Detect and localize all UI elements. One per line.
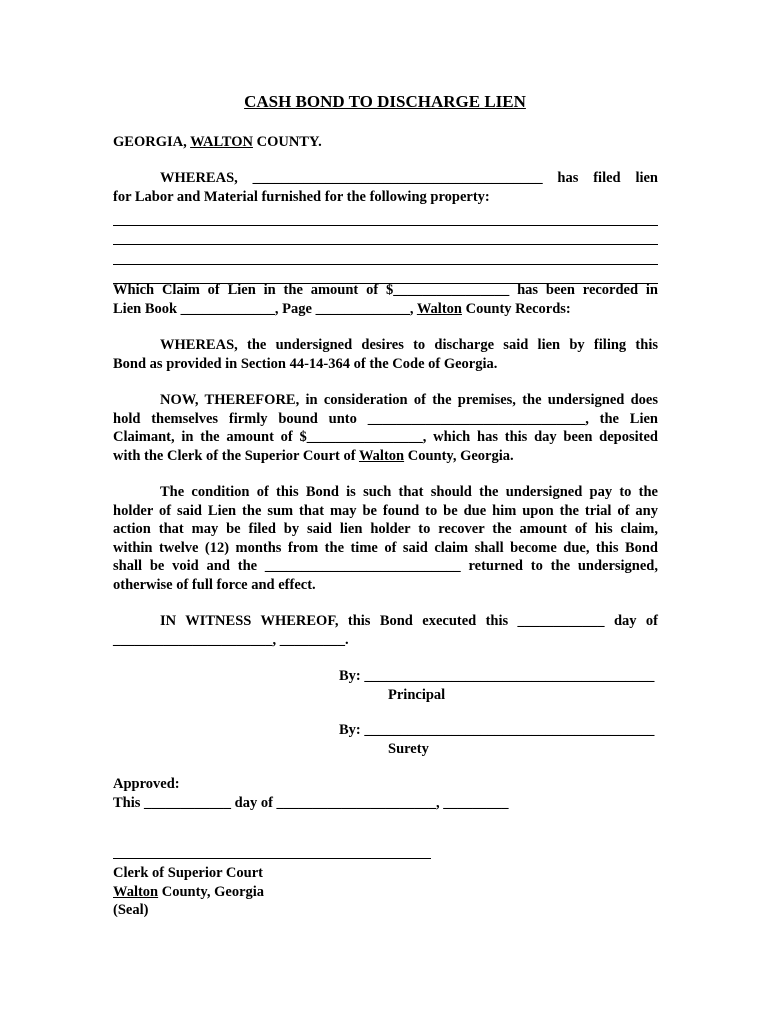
paragraph-line (113, 447, 658, 466)
clerk-text: with the Clerk of the Superior Court of (113, 447, 356, 464)
surety-label: Surety (388, 740, 429, 757)
paragraph-claim-amount (113, 281, 658, 318)
county-name: Walton (113, 883, 159, 900)
paragraph-line (113, 300, 658, 319)
paragraph-whereas-lien (113, 169, 658, 284)
county-georgia-text: County, Georgia. (407, 447, 514, 464)
county-name: Walton (416, 300, 462, 317)
approved-date-line: This ____________ day of ______________________, _________ (113, 794, 509, 811)
county-name: Walton (358, 447, 405, 464)
paragraph-witness (113, 612, 658, 649)
venue-line (113, 133, 658, 152)
paragraph-now-therefore (113, 391, 658, 465)
paragraph-line: WHEREAS, the undersigned desires to discharge said lien by filing this (160, 337, 658, 353)
surety-signature-line: By: ________________________________________ (339, 722, 655, 738)
principal-signature-block (339, 667, 659, 704)
paragraph-line: within twelve (12) months from the time of said claim shall become due, this Bond (113, 539, 658, 556)
paragraph-line: hold themselves firmly bound unto ______________________________, the Lien (113, 410, 658, 427)
paragraph-line: holder of said Lien the sum that may be found to be due him upon the trial of any (113, 502, 658, 519)
paragraph-line: The condition of this Bond is such that should the undersigned pay to the (160, 484, 658, 500)
paragraph-line: Which Claim of Lien in the amount of $________________ has been recorded in (113, 282, 658, 298)
paragraph-line: WHEREAS, ________________________________________ has filed lien (160, 170, 658, 186)
clerk-county-line (113, 883, 658, 902)
paragraph-line: otherwise of full force and effect. (113, 576, 316, 593)
clerk-block (113, 864, 658, 920)
principal-signature-line: By: ________________________________________ (339, 668, 655, 684)
paragraph-line: action that may be filed by said lien holder to recover the amount of his claim, (113, 521, 658, 537)
approved-label: Approved: (113, 776, 180, 792)
paragraph-line: ______________________, _________. (113, 631, 349, 648)
clerk-title: Clerk of Superior Court (113, 865, 263, 881)
property-blank-line (113, 244, 658, 245)
county-records-text: County Records: (465, 300, 571, 317)
seal-label: (Seal) (113, 902, 149, 918)
venue-state: GEORGIA, (113, 134, 187, 150)
clerk-signature-line (113, 858, 431, 859)
property-blank-line (113, 225, 658, 226)
paragraph-condition (113, 483, 658, 594)
paragraph-whereas-discharge (113, 336, 658, 373)
document-title: CASH BOND TO DISCHARGE LIEN (244, 92, 526, 111)
paragraph-line: Bond as provided in Section 44-14-364 of the Code of Georgia. (113, 355, 498, 372)
paragraph-line: shall be void and the ___________________________ returned to the undersigned, (113, 558, 658, 574)
paragraph-line: Claimant, in the amount of $________________, which has this day been deposited (113, 429, 658, 445)
paragraph-line: IN WITNESS WHEREOF, this Bond executed this ____________ day of (160, 613, 658, 629)
property-blank-line (113, 264, 658, 265)
paragraph-line: for Labor and Material furnished for the following property: (113, 188, 490, 205)
venue-county: WALTON (190, 134, 253, 150)
county-georgia-text: County, Georgia (161, 883, 265, 900)
paragraph-line: NOW, THEREFORE, in consideration of the premises, the undersigned does (160, 392, 658, 408)
venue-suffix: COUNTY. (256, 134, 322, 150)
approved-block (113, 775, 658, 812)
lien-book-text: Lien Book _____________, Page _____________, (113, 300, 414, 317)
surety-signature-block (339, 721, 659, 758)
principal-label: Principal (388, 686, 446, 703)
